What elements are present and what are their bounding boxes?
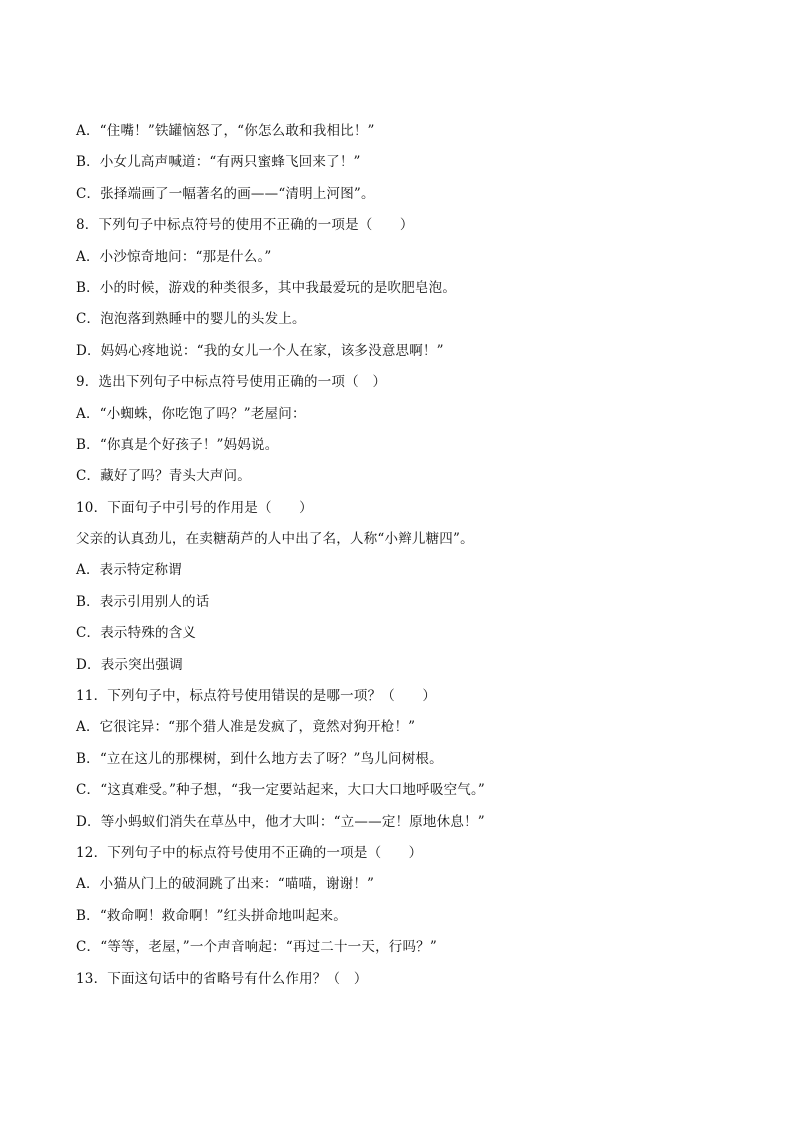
question-10-stem: 10．下面句子中引号的作用是（ ） (76, 499, 313, 516)
option-line: A．“小蜘蛛，你吃饱了吗？”老屋问： (76, 405, 306, 422)
option-line: C．“这真难受。”种子想，“我一定要站起来，大口大口地呼吸空气。” (76, 782, 486, 799)
option-line: D．等小蚂蚁们消失在草丛中，他才大叫：“立——定！原地休息！” (76, 813, 485, 830)
option-line: C．张择端画了一幅著名的画——“清明上河图”。 (76, 185, 375, 202)
option-line: A．小猫从门上的破洞跳了出来：“喵喵，谢谢！” (76, 876, 375, 893)
option-line: B．“救命啊！救命啊！”红头拼命地叫起来。 (76, 907, 347, 924)
question-10-sentence: 父亲的认真劲儿，在卖糖葫芦的人中出了名，人称“小辫儿糖四”。 (76, 531, 474, 548)
option-line: A．“住嘴！”铁罐恼怒了，“你怎么敢和我相比！” (76, 123, 375, 139)
option-line: B．表示引用别人的话 (76, 593, 210, 610)
question-13-stem: 13．下面这句话中的省略号有什么作用？（ ） (76, 970, 368, 987)
option-line: B．“你真是个好孩子！”妈妈说。 (76, 436, 279, 453)
option-line: B．“立在这儿的那棵树，到什么地方去了呀？”鸟儿问树根。 (76, 750, 443, 767)
option-line: C．藏好了吗？青头大声问。 (76, 468, 251, 485)
option-line: B．小的时候，游戏的种类很多，其中我最爱玩的是吹肥皂泡。 (76, 279, 457, 296)
question-12-stem: 12．下列句子中的标点符号使用不正确的一项是（ ） (76, 844, 423, 861)
option-line: A．表示特定称谓 (76, 562, 182, 579)
option-line: C．表示特殊的含义 (76, 625, 197, 642)
option-line: B．小女儿高声喊道：“有两只蜜蜂飞回来了！” (76, 154, 361, 171)
option-line: C．泡泡落到熟睡中的婴儿的头发上。 (76, 311, 306, 328)
option-line: C．“等等，老屋，”一个声音响起：“再过二十一天，行吗？” (76, 939, 437, 956)
option-line: A．它很诧异：“那个猎人准是发疯了，竟然对狗开枪！” (76, 719, 416, 736)
option-line: D．妈妈心疼地说：“我的女儿一个人在家，该多没意思啊！” (76, 342, 444, 359)
question-9-stem: 9．选出下列句子中标点符号使用正确的一项（ ） (76, 374, 387, 391)
question-list (76, 116, 736, 995)
question-8-stem: 8．下列句子中标点符号的使用不正确的一项是（ ） (76, 217, 414, 234)
option-line: A．小沙惊奇地问：“那是什么。” (76, 248, 272, 265)
option-line: D．表示突出强调 (76, 656, 183, 673)
question-11-stem: 11．下列句子中，标点符号使用错误的是哪一项？（ ） (76, 688, 437, 705)
